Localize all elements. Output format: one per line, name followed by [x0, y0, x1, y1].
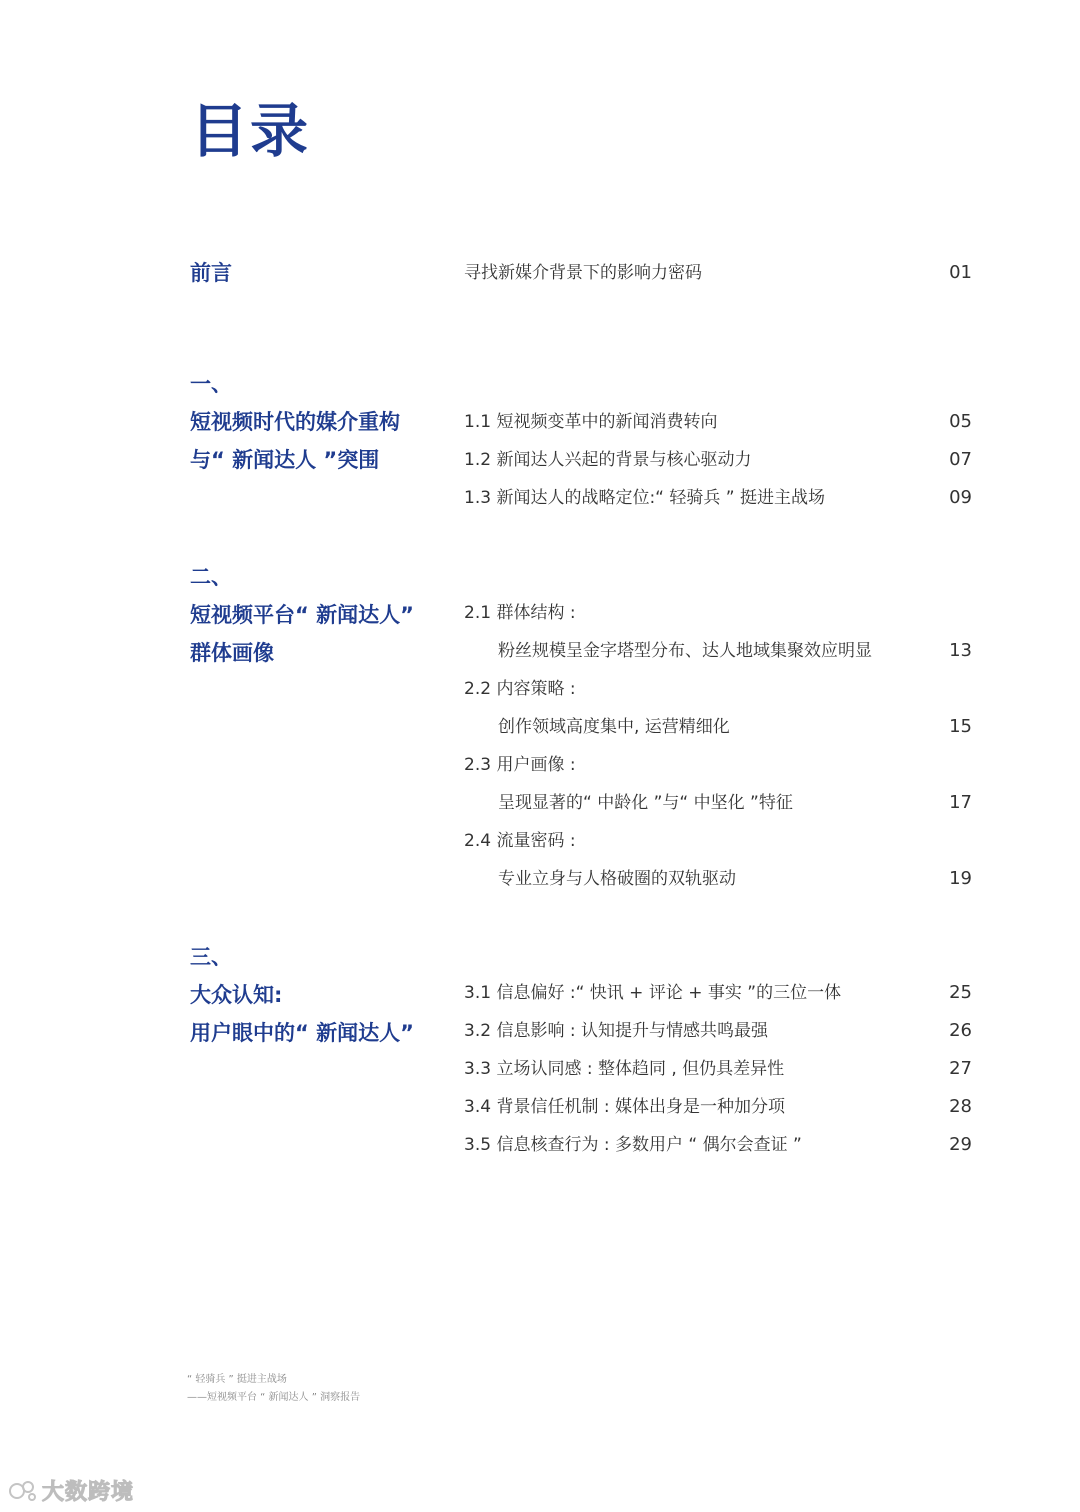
watermark-logo-icon	[8, 1477, 38, 1505]
toc-entry-text: 3.1 信息偏好 :“ 快讯 + 评论 + 事实 ”的三位一体	[464, 983, 842, 1003]
preface-heading: 前言	[190, 261, 232, 285]
toc-entry-text: 1.1 短视频变革中的新闻消费转向	[464, 412, 718, 432]
watermark	[8, 1475, 134, 1506]
toc-entry[interactable]	[464, 860, 972, 898]
watermark-text: 大数跨境	[42, 1480, 135, 1505]
toc-entry-text: 2.2 内容策略 :	[464, 679, 576, 699]
toc-entry[interactable]	[464, 479, 972, 517]
section-title-line: 短视频时代的媒介重构	[190, 410, 400, 434]
toc-entry-text: 3.5 信息核查行为 : 多数用户 “ 偶尔会查证 ”	[464, 1135, 802, 1155]
toc-subsection-heading[interactable]	[464, 594, 972, 632]
toc-entry-text: 3.3 立场认同感 : 整体趋同 , 但仍具差异性	[464, 1059, 785, 1079]
toc-entries-section-1	[464, 403, 972, 517]
toc-entry-text: 2.4 流量密码 :	[464, 831, 576, 851]
toc-entry-text: 3.2 信息影响 : 认知提升与情感共鸣最强	[464, 1021, 768, 1041]
toc-entry-page: 05	[949, 411, 972, 432]
section-title-line: 用户眼中的“ 新闻达人”	[190, 1021, 414, 1045]
toc-entries-preface	[464, 254, 972, 292]
toc-entry-page: 26	[949, 1020, 972, 1041]
toc-entry-text: 专业立身与人格破圈的双轨驱动	[498, 869, 736, 889]
toc-entries-section-3	[464, 974, 972, 1164]
footer-line-2: ——短视频平台 “ 新闻达人 ” 洞察报告	[187, 1392, 361, 1403]
toc-subsection-heading[interactable]	[464, 670, 972, 708]
toc-entry-page: 28	[949, 1096, 972, 1117]
section-title-line: 与“ 新闻达人 ”突围	[190, 448, 380, 472]
toc-entry[interactable]	[464, 441, 972, 479]
page-title: 目录	[190, 97, 311, 165]
section-heading-1	[190, 365, 400, 479]
section-heading-3	[190, 938, 414, 1052]
toc-entry[interactable]	[464, 632, 972, 670]
toc-entry-text: 1.3 新闻达人的战略定位:“ 轻骑兵 ” 挺进主战场	[464, 488, 825, 508]
toc-entry-page: 19	[949, 868, 972, 889]
toc-entry[interactable]	[464, 254, 972, 292]
toc-entry-page: 27	[949, 1058, 972, 1079]
footer-line-1: “ 轻骑兵 ” 挺进主战场	[187, 1374, 287, 1385]
toc-entries-section-2	[464, 594, 972, 898]
toc-entry-page: 07	[949, 449, 972, 470]
toc-entry-text: 3.4 背景信任机制 : 媒体出身是一种加分项	[464, 1097, 785, 1117]
section-heading-2	[190, 558, 414, 672]
toc-entry[interactable]	[464, 708, 972, 746]
toc-entry[interactable]	[464, 974, 972, 1012]
toc-entry-page: 17	[949, 792, 972, 813]
toc-entry-page: 15	[949, 716, 972, 737]
section-number: 二、	[190, 565, 232, 589]
toc-subsection-heading[interactable]	[464, 822, 972, 860]
toc-entry-page: 01	[949, 262, 972, 283]
section-title-line: 群体画像	[190, 641, 274, 665]
section-heading-preface	[190, 254, 232, 292]
toc-entry[interactable]	[464, 1012, 972, 1050]
toc-subsection-heading[interactable]	[464, 746, 972, 784]
section-number: 一、	[190, 372, 232, 396]
toc-entry-text: 粉丝规模呈金字塔型分布、达人地域集聚效应明显	[498, 641, 872, 661]
section-number: 三、	[190, 945, 232, 969]
toc-entry-text: 1.2 新闻达人兴起的背景与核心驱动力	[464, 450, 752, 470]
toc-entry-text: 2.1 群体结构 :	[464, 603, 576, 623]
toc-entry-text: 寻找新媒介背景下的影响力密码	[464, 263, 702, 283]
section-title-line: 短视频平台“ 新闻达人”	[190, 603, 414, 627]
toc-entry-text: 呈现显著的“ 中龄化 ”与“ 中坚化 ”特征	[498, 793, 793, 813]
toc-entry[interactable]	[464, 403, 972, 441]
toc-entry[interactable]	[464, 1126, 972, 1164]
toc-entry[interactable]	[464, 784, 972, 822]
section-title-line: 大众认知:	[190, 983, 283, 1007]
toc-entry[interactable]	[464, 1088, 972, 1126]
toc-entry-page: 29	[949, 1134, 972, 1155]
toc-entry-page: 13	[949, 640, 972, 661]
toc-entry-text: 创作领域高度集中, 运营精细化	[498, 717, 730, 737]
report-footer	[187, 1371, 360, 1407]
toc-entry-page: 25	[949, 982, 972, 1003]
toc-entry-page: 09	[949, 487, 972, 508]
toc-entry-text: 2.3 用户画像 :	[464, 755, 576, 775]
toc-entry[interactable]	[464, 1050, 972, 1088]
